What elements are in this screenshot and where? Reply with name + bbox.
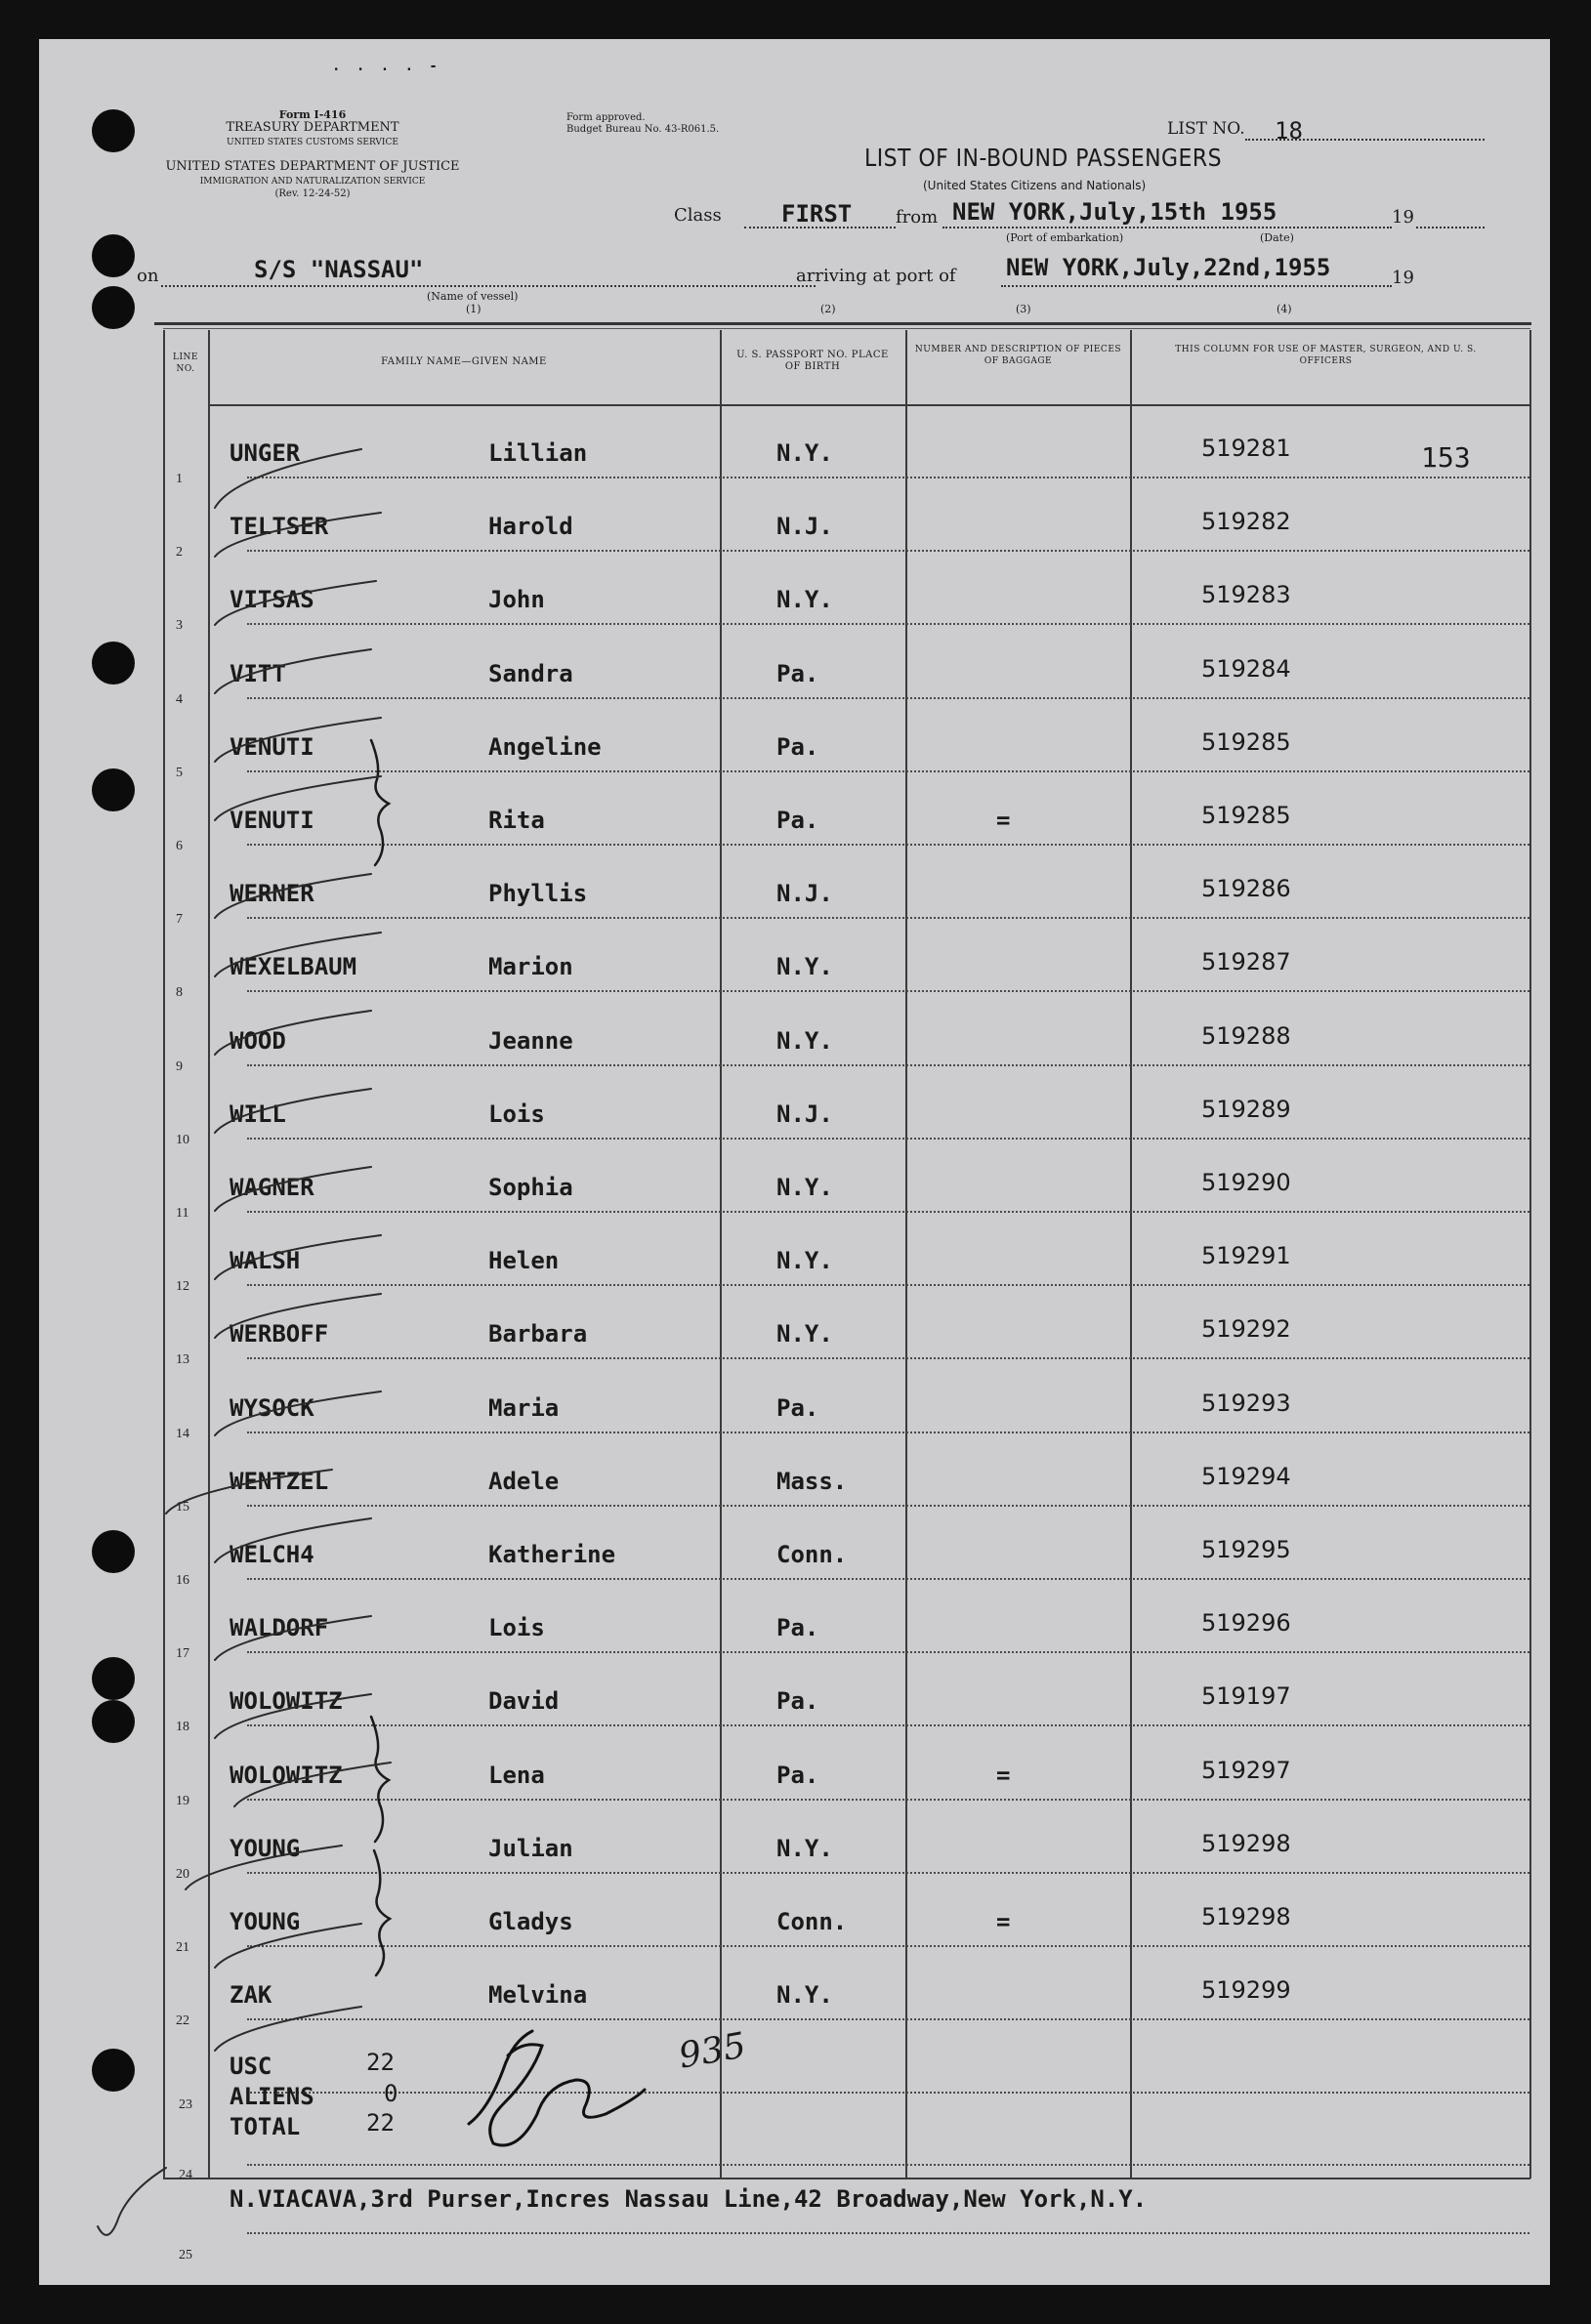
caption-1: (1) — [466, 303, 481, 315]
place-of-birth: N.Y. — [776, 1174, 833, 1201]
family-name: WYSOCK — [230, 1393, 314, 1422]
given-name: John — [488, 586, 545, 614]
line-number: 21 — [176, 1940, 189, 1955]
place-of-birth: N.J. — [776, 513, 833, 541]
given-name: Katherine — [488, 1541, 616, 1568]
line-number: 10 — [176, 1132, 189, 1147]
given-name: Barbara — [488, 1320, 588, 1349]
line-number: 17 — [176, 1646, 189, 1662]
passport-number: 519285 — [1201, 727, 1291, 756]
given-name: Harold — [488, 513, 573, 541]
place-of-birth: Pa. — [776, 732, 819, 761]
place-of-birth: Pa. — [776, 659, 819, 687]
bracket-wolowitz — [371, 1717, 389, 1842]
col-header-officers: THIS COLUMN FOR USE OF MASTER, SURGEON, AND U. S. OFFICERS — [1175, 345, 1477, 366]
place-of-birth: N.Y. — [776, 439, 833, 467]
purser-signature-line: N.VIACAVA,3rd Purser,Incres Nassau Line,42 Broadway,New York,N.Y. — [230, 2185, 1148, 2213]
family-name: WALDORF — [230, 1614, 329, 1642]
caption-4: (4) — [1277, 303, 1292, 315]
given-name: Phyllis — [488, 880, 588, 908]
line-number: 8 — [176, 985, 183, 1001]
bracket-venuti — [371, 740, 389, 865]
place-of-birth: N.Y. — [776, 586, 833, 614]
family-name: YOUNG — [230, 1834, 301, 1862]
page-number: 153 — [1421, 441, 1471, 474]
family-name: WELCH4 — [230, 1541, 314, 1568]
family-name: VENUTI — [230, 732, 314, 761]
given-name: Rita — [488, 807, 545, 834]
place-of-birth: N.Y. — [776, 1834, 833, 1862]
given-name: Angeline — [488, 732, 602, 761]
given-name: Adele — [488, 1467, 560, 1495]
line-number: 2 — [176, 545, 183, 560]
line-number: 13 — [176, 1352, 189, 1368]
place-of-birth: Pa. — [776, 1761, 819, 1789]
total-count: 22 — [366, 2109, 395, 2137]
passport-number: 519288 — [1201, 1021, 1291, 1050]
family-name: YOUNG — [230, 1908, 301, 1935]
given-name: Helen — [488, 1247, 560, 1275]
passport-number: 519297 — [1201, 1756, 1291, 1784]
immigration-service: IMMIGRATION AND NATURALIZATION SERVICE — [199, 177, 426, 187]
from-year: 19 — [1392, 207, 1414, 228]
caption-3: (3) — [1016, 303, 1031, 315]
passport-number: 519290 — [1201, 1169, 1291, 1196]
line-number: 6 — [176, 839, 183, 853]
passport-number: 519286 — [1201, 875, 1291, 903]
usc-label: USC — [230, 2053, 272, 2080]
line-number: 20 — [176, 1866, 189, 1882]
family-name: WEXELBAUM — [230, 953, 357, 981]
line-number: 3 — [176, 618, 183, 634]
place-of-birth: Pa. — [776, 807, 819, 834]
line-number: 11 — [176, 1206, 189, 1221]
class-label: Class — [674, 205, 722, 226]
passport-number: 519296 — [1201, 1609, 1291, 1638]
place-of-birth: N.Y. — [776, 953, 833, 981]
on-label: on — [137, 266, 159, 286]
family-name: VITT — [230, 659, 286, 687]
passport-number: 519283 — [1201, 581, 1291, 609]
line-number: 1 — [176, 472, 183, 486]
passport-number: 519289 — [1201, 1095, 1291, 1123]
arrival-value: NEW YORK,July,22nd,1955 — [1006, 254, 1331, 281]
family-name: ZAK — [230, 1981, 272, 2010]
usc-count: 22 — [366, 2049, 395, 2076]
port-embarkation-caption: (Port of embarkation) — [1006, 231, 1124, 244]
given-name: Maria — [488, 1393, 560, 1422]
arrival-year: 19 — [1392, 268, 1414, 288]
line-number: 15 — [176, 1499, 189, 1515]
line-number: 4 — [176, 691, 183, 707]
family-name: UNGER — [230, 439, 301, 467]
place-of-birth: Pa. — [776, 1393, 819, 1422]
given-name: Julian — [488, 1834, 573, 1862]
line-number: 16 — [176, 1573, 189, 1588]
list-no-label: LIST NO. — [1167, 119, 1245, 139]
line-number: 12 — [176, 1279, 189, 1295]
given-name: Melvina — [488, 1981, 588, 2010]
line-number-24: 24 — [179, 2168, 192, 2182]
given-name: Sophia — [488, 1174, 573, 1201]
place-of-birth: Pa. — [776, 1687, 819, 1716]
document-page — [39, 39, 1550, 2285]
passport-number: 519284 — [1201, 654, 1291, 683]
passport-number: 519294 — [1201, 1462, 1291, 1490]
row-rule — [247, 2232, 1529, 2234]
revision: (Rev. 12-24-52) — [274, 188, 351, 199]
line-number: 5 — [176, 765, 183, 780]
line-number-23: 23 — [179, 2097, 192, 2112]
baggage-mark: = — [996, 807, 1011, 834]
passport-number: 519197 — [1201, 1682, 1291, 1711]
line-number: 9 — [176, 1058, 183, 1074]
passport-number: 519291 — [1201, 1242, 1291, 1270]
given-name: Gladys — [488, 1908, 573, 1935]
aliens-label: ALIENS — [230, 2083, 314, 2110]
baggage-mark: = — [996, 1761, 1011, 1789]
place-of-birth: N.Y. — [776, 1320, 833, 1349]
passport-number: 519281 — [1201, 435, 1291, 462]
customs-service: UNITED STATES CUSTOMS SERVICE — [227, 138, 398, 147]
family-name: VITSAS — [230, 586, 314, 614]
place-of-birth: N.J. — [776, 880, 833, 908]
vessel-name: S/S "NASSAU" — [254, 256, 424, 283]
given-name: David — [488, 1687, 560, 1716]
place-of-birth: N.Y. — [776, 1981, 833, 2010]
budget-bureau: Budget Bureau No. 43-R061.5. — [566, 124, 720, 135]
given-name: Lois — [488, 1614, 545, 1642]
check-marks — [98, 449, 391, 2235]
line-number: 22 — [176, 2013, 189, 2029]
from-value: NEW YORK,July,15th 1955 — [952, 198, 1277, 226]
family-name: WOOD — [230, 1026, 286, 1055]
family-name: WOLOWITZ — [230, 1687, 343, 1716]
place-of-birth: Conn. — [776, 1541, 848, 1568]
given-name: Jeanne — [488, 1026, 573, 1055]
page-title: LIST OF IN-BOUND PASSENGERS — [864, 144, 1222, 172]
family-name: WILL — [230, 1100, 286, 1128]
handwritten-number: 935 — [675, 2025, 749, 2077]
line-number: 7 — [176, 912, 183, 928]
family-name: WAGNER — [230, 1174, 314, 1201]
class-value: FIRST — [781, 200, 853, 228]
family-name: VENUTI — [230, 807, 314, 834]
passport-number: 519298 — [1201, 1903, 1291, 1930]
passport-number: 519282 — [1201, 508, 1291, 536]
place-of-birth: N.J. — [776, 1100, 833, 1128]
date-caption: (Date) — [1260, 231, 1294, 244]
form-number: Form I-416 — [278, 108, 347, 121]
family-name: TELTSER — [230, 513, 329, 541]
list-no-value: 18 — [1275, 117, 1303, 145]
passport-number: 519299 — [1201, 1976, 1291, 2005]
place-of-birth: Conn. — [776, 1908, 848, 1935]
place-of-birth: Mass. — [776, 1467, 848, 1495]
total-label: TOTAL — [230, 2113, 301, 2140]
place-of-birth: Pa. — [776, 1614, 819, 1642]
passport-number: 519298 — [1201, 1829, 1291, 1857]
page-subtitle: (United States Citizens and Nationals) — [923, 179, 1147, 192]
col-header-baggage: NUMBER AND DESCRIPTION OF PIECES OF BAGGAGE — [914, 345, 1122, 366]
line-number-25: 25 — [179, 2248, 192, 2262]
col-header-line-no: LINE NO. — [173, 353, 198, 374]
bracket-young — [374, 1850, 390, 1975]
col-header-name: FAMILY NAME—GIVEN NAME — [381, 356, 547, 367]
caption-2: (2) — [820, 303, 836, 315]
family-name: WENTZEL — [230, 1467, 329, 1495]
family-name: WALSH — [230, 1247, 301, 1275]
department-justice: UNITED STATES DEPARTMENT OF JUSTICE — [165, 159, 460, 174]
form-approved: Form approved. — [566, 112, 646, 123]
col-header-passport: U. S. PASSPORT NO. PLACE OF BIRTH — [736, 350, 889, 372]
line-number: 18 — [176, 1720, 189, 1735]
top-marks: . . . . - — [332, 59, 441, 74]
given-name: Sandra — [488, 659, 573, 687]
given-name: Marion — [488, 953, 573, 981]
row-rule — [247, 2164, 1529, 2166]
line-number: 14 — [176, 1426, 189, 1441]
passport-number: 519295 — [1201, 1536, 1291, 1563]
from-label: from — [896, 207, 939, 228]
passport-number: 519293 — [1201, 1389, 1291, 1417]
given-name: Lois — [488, 1100, 545, 1128]
family-name: WOLOWITZ — [230, 1761, 343, 1789]
passport-number: 519287 — [1201, 948, 1291, 976]
place-of-birth: N.Y. — [776, 1247, 833, 1275]
given-name: Lillian — [488, 439, 588, 467]
family-name: WERNER — [230, 880, 314, 908]
aliens-count: 0 — [384, 2080, 398, 2107]
handwritten-marks — [39, 39, 1550, 2285]
given-name: Lena — [488, 1761, 545, 1789]
line-number: 19 — [176, 1793, 189, 1808]
passport-number: 519285 — [1201, 802, 1291, 829]
vessel-caption: (Name of vessel) — [427, 290, 519, 303]
signature — [469, 2031, 645, 2145]
family-name: WERBOFF — [230, 1320, 329, 1349]
place-of-birth: N.Y. — [776, 1026, 833, 1055]
passport-number: 519292 — [1201, 1315, 1291, 1344]
arriving-label: arriving at port of — [796, 266, 956, 286]
baggage-mark: = — [996, 1908, 1011, 1935]
department-treasury: TREASURY DEPARTMENT — [226, 120, 399, 135]
